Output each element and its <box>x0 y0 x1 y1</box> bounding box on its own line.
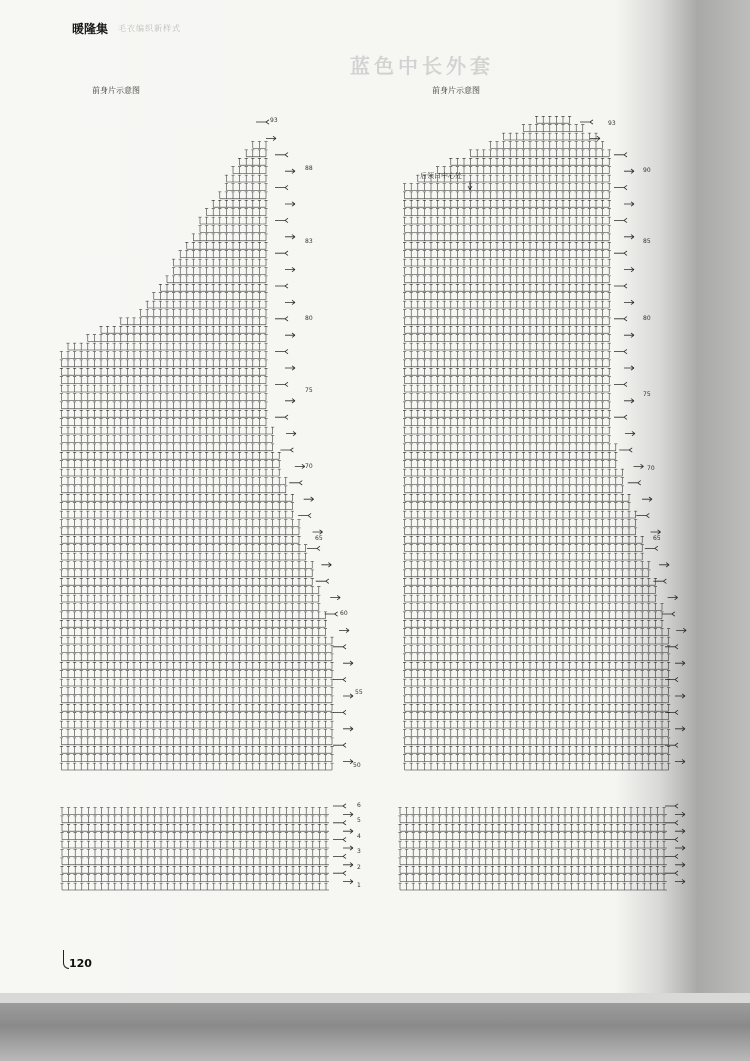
left-row-label-93-0: 93 <box>270 117 278 124</box>
left-row-label-65-6: 65 <box>315 535 323 542</box>
right-lower-arrow-6 <box>665 854 678 858</box>
left-row-label-4-12: 4 <box>357 833 361 840</box>
right-row-arrow-37 <box>675 727 685 731</box>
right-lower-arrow-3 <box>675 829 685 833</box>
left-row-arrow-33 <box>343 661 353 665</box>
left-row-arrow-37 <box>343 727 353 731</box>
right-row-arrow-5 <box>624 202 634 206</box>
left-row-arrow-20 <box>280 448 293 452</box>
left-lower-arrow-6 <box>333 854 346 858</box>
right-row-arrow-19 <box>625 431 635 435</box>
right-row-arrow-24 <box>636 513 649 517</box>
diagram-title-left: 前身片示意图 <box>92 86 140 95</box>
right-row-arrow-18 <box>614 415 627 419</box>
right-row-arrow-26 <box>645 546 658 550</box>
left-lower-arrow-3 <box>343 829 353 833</box>
right-row-arrow-32 <box>665 645 678 649</box>
left-row-arrow-13 <box>285 333 295 337</box>
left-row-arrow-12 <box>275 317 288 321</box>
left-row-arrow-22 <box>289 481 302 485</box>
left-row-arrow-25 <box>313 530 323 534</box>
right-row-arrow-39 <box>675 759 685 763</box>
right-row-arrow-20 <box>619 448 632 452</box>
left-row-arrow-34 <box>333 677 346 681</box>
left-row-arrow-21 <box>295 464 305 468</box>
right-row-arrow-8 <box>614 251 627 255</box>
left-row-label-2-14: 2 <box>357 864 361 871</box>
right-lower-arrow-1 <box>675 812 685 816</box>
left-lower-arrow-5 <box>343 846 353 850</box>
left-row-arrow-32 <box>333 645 346 649</box>
left-row-arrow-0 <box>256 120 269 124</box>
right-row-arrow-30 <box>662 612 675 616</box>
left-row-arrow-29 <box>330 595 340 599</box>
right-row-arrow-33 <box>675 661 685 665</box>
left-row-arrow-36 <box>333 710 346 714</box>
left-row-label-6-10: 6 <box>357 802 361 809</box>
right-lower-arrow-4 <box>665 837 678 841</box>
right-row-arrow-34 <box>665 677 678 681</box>
right-front-panel-diagram <box>398 116 686 890</box>
right-row-arrow-3 <box>624 169 634 173</box>
left-lower-arrow-8 <box>333 871 346 875</box>
left-panel-stitches <box>60 142 334 891</box>
left-row-arrow-30 <box>325 612 338 616</box>
right-row-arrow-15 <box>624 366 634 370</box>
left-row-arrow-7 <box>285 235 295 239</box>
right-row-arrow-17 <box>624 399 634 403</box>
right-lower-arrow-7 <box>675 863 685 867</box>
right-lower-arrow-9 <box>675 879 685 883</box>
left-lower-arrow-1 <box>343 812 353 816</box>
right-row-label-80-3: 80 <box>643 315 651 322</box>
left-row-arrow-4 <box>275 185 288 189</box>
right-row-arrow-23 <box>642 497 652 501</box>
left-row-label-70-5: 70 <box>305 463 313 470</box>
left-row-arrow-18 <box>275 415 288 419</box>
left-row-label-55-8: 55 <box>355 689 363 696</box>
left-row-arrow-11 <box>285 300 295 304</box>
right-lower-arrow-5 <box>675 846 685 850</box>
right-row-arrow-7 <box>624 235 634 239</box>
left-row-arrow-26 <box>307 546 320 550</box>
page-number: 120 <box>69 957 92 970</box>
left-row-arrow-23 <box>304 497 314 501</box>
left-row-arrow-6 <box>275 218 288 222</box>
right-row-arrow-9 <box>624 267 634 271</box>
ghost-title: 蓝色中长外套 <box>350 54 494 78</box>
right-row-arrow-38 <box>665 743 678 747</box>
left-row-arrow-2 <box>275 153 288 157</box>
right-row-arrow-27 <box>659 563 669 567</box>
left-row-arrow-27 <box>321 563 331 567</box>
book-subtitle: 毛衣编织新样式 <box>118 24 181 33</box>
left-row-arrow-5 <box>285 202 295 206</box>
right-row-label-65-6: 65 <box>653 535 661 542</box>
right-row-arrow-14 <box>614 349 627 353</box>
book-title: 暖隆集 <box>72 22 109 36</box>
left-row-arrow-38 <box>333 743 346 747</box>
left-row-label-5-11: 5 <box>357 817 361 824</box>
right-panel-stitches <box>398 116 670 890</box>
right-lower-arrow-8 <box>665 871 678 875</box>
left-row-arrow-28 <box>316 579 329 583</box>
neck-center-marker <box>468 181 472 190</box>
left-row-arrow-39 <box>343 759 353 763</box>
right-row-arrow-16 <box>614 382 627 386</box>
right-row-arrow-13 <box>624 333 634 337</box>
left-row-label-80-3: 80 <box>305 315 313 322</box>
left-row-label-83-2: 83 <box>305 238 313 245</box>
left-row-arrow-17 <box>285 399 295 403</box>
left-row-arrow-14 <box>275 349 288 353</box>
neck-center-label: 后领口中心处 <box>420 172 462 180</box>
right-row-arrow-0 <box>580 120 593 124</box>
right-row-arrow-4 <box>614 185 627 189</box>
right-lower-arrow-2 <box>665 821 678 825</box>
right-row-arrow-36 <box>665 710 678 714</box>
left-row-arrow-8 <box>275 251 288 255</box>
left-lower-arrow-9 <box>343 879 353 883</box>
right-row-arrow-12 <box>614 317 627 321</box>
left-row-label-75-4: 75 <box>305 387 313 394</box>
right-row-arrow-10 <box>614 284 627 288</box>
left-lower-arrow-0 <box>333 804 346 808</box>
right-row-arrow-35 <box>675 694 685 698</box>
right-row-arrow-25 <box>651 530 661 534</box>
left-row-arrow-24 <box>298 513 311 517</box>
left-row-arrow-15 <box>285 366 295 370</box>
right-row-label-93-0: 93 <box>608 120 616 127</box>
right-row-label-85-2: 85 <box>643 238 651 245</box>
right-row-arrow-31 <box>676 628 686 632</box>
right-row-label-90-1: 90 <box>643 167 651 174</box>
left-front-panel-diagram <box>60 117 363 890</box>
left-row-arrow-9 <box>285 267 295 271</box>
right-row-arrow-11 <box>624 300 634 304</box>
left-row-label-88-1: 88 <box>305 165 313 172</box>
left-row-label-3-13: 3 <box>357 848 361 855</box>
left-lower-arrow-4 <box>333 837 346 841</box>
right-row-arrow-29 <box>668 595 678 599</box>
left-lower-arrow-7 <box>343 863 353 867</box>
left-row-arrow-35 <box>343 694 353 698</box>
left-row-label-50-9: 50 <box>353 762 361 769</box>
left-row-arrow-1 <box>266 136 276 140</box>
right-row-arrow-21 <box>633 464 643 468</box>
right-row-arrow-2 <box>614 153 627 157</box>
right-row-arrow-22 <box>628 481 641 485</box>
right-row-label-75-4: 75 <box>643 391 651 398</box>
right-row-arrow-6 <box>614 218 627 222</box>
left-row-arrow-3 <box>285 169 295 173</box>
diagram-title-right: 前身片示意图 <box>432 86 480 95</box>
right-row-label-70-5: 70 <box>647 465 655 472</box>
left-lower-arrow-2 <box>333 821 346 825</box>
left-row-label-60-7: 60 <box>340 610 348 617</box>
left-row-arrow-31 <box>339 628 349 632</box>
right-lower-arrow-0 <box>665 804 678 808</box>
left-row-label-1-15: 1 <box>357 882 361 889</box>
left-row-arrow-16 <box>275 382 288 386</box>
left-row-arrow-10 <box>275 284 288 288</box>
left-row-arrow-19 <box>286 431 296 435</box>
